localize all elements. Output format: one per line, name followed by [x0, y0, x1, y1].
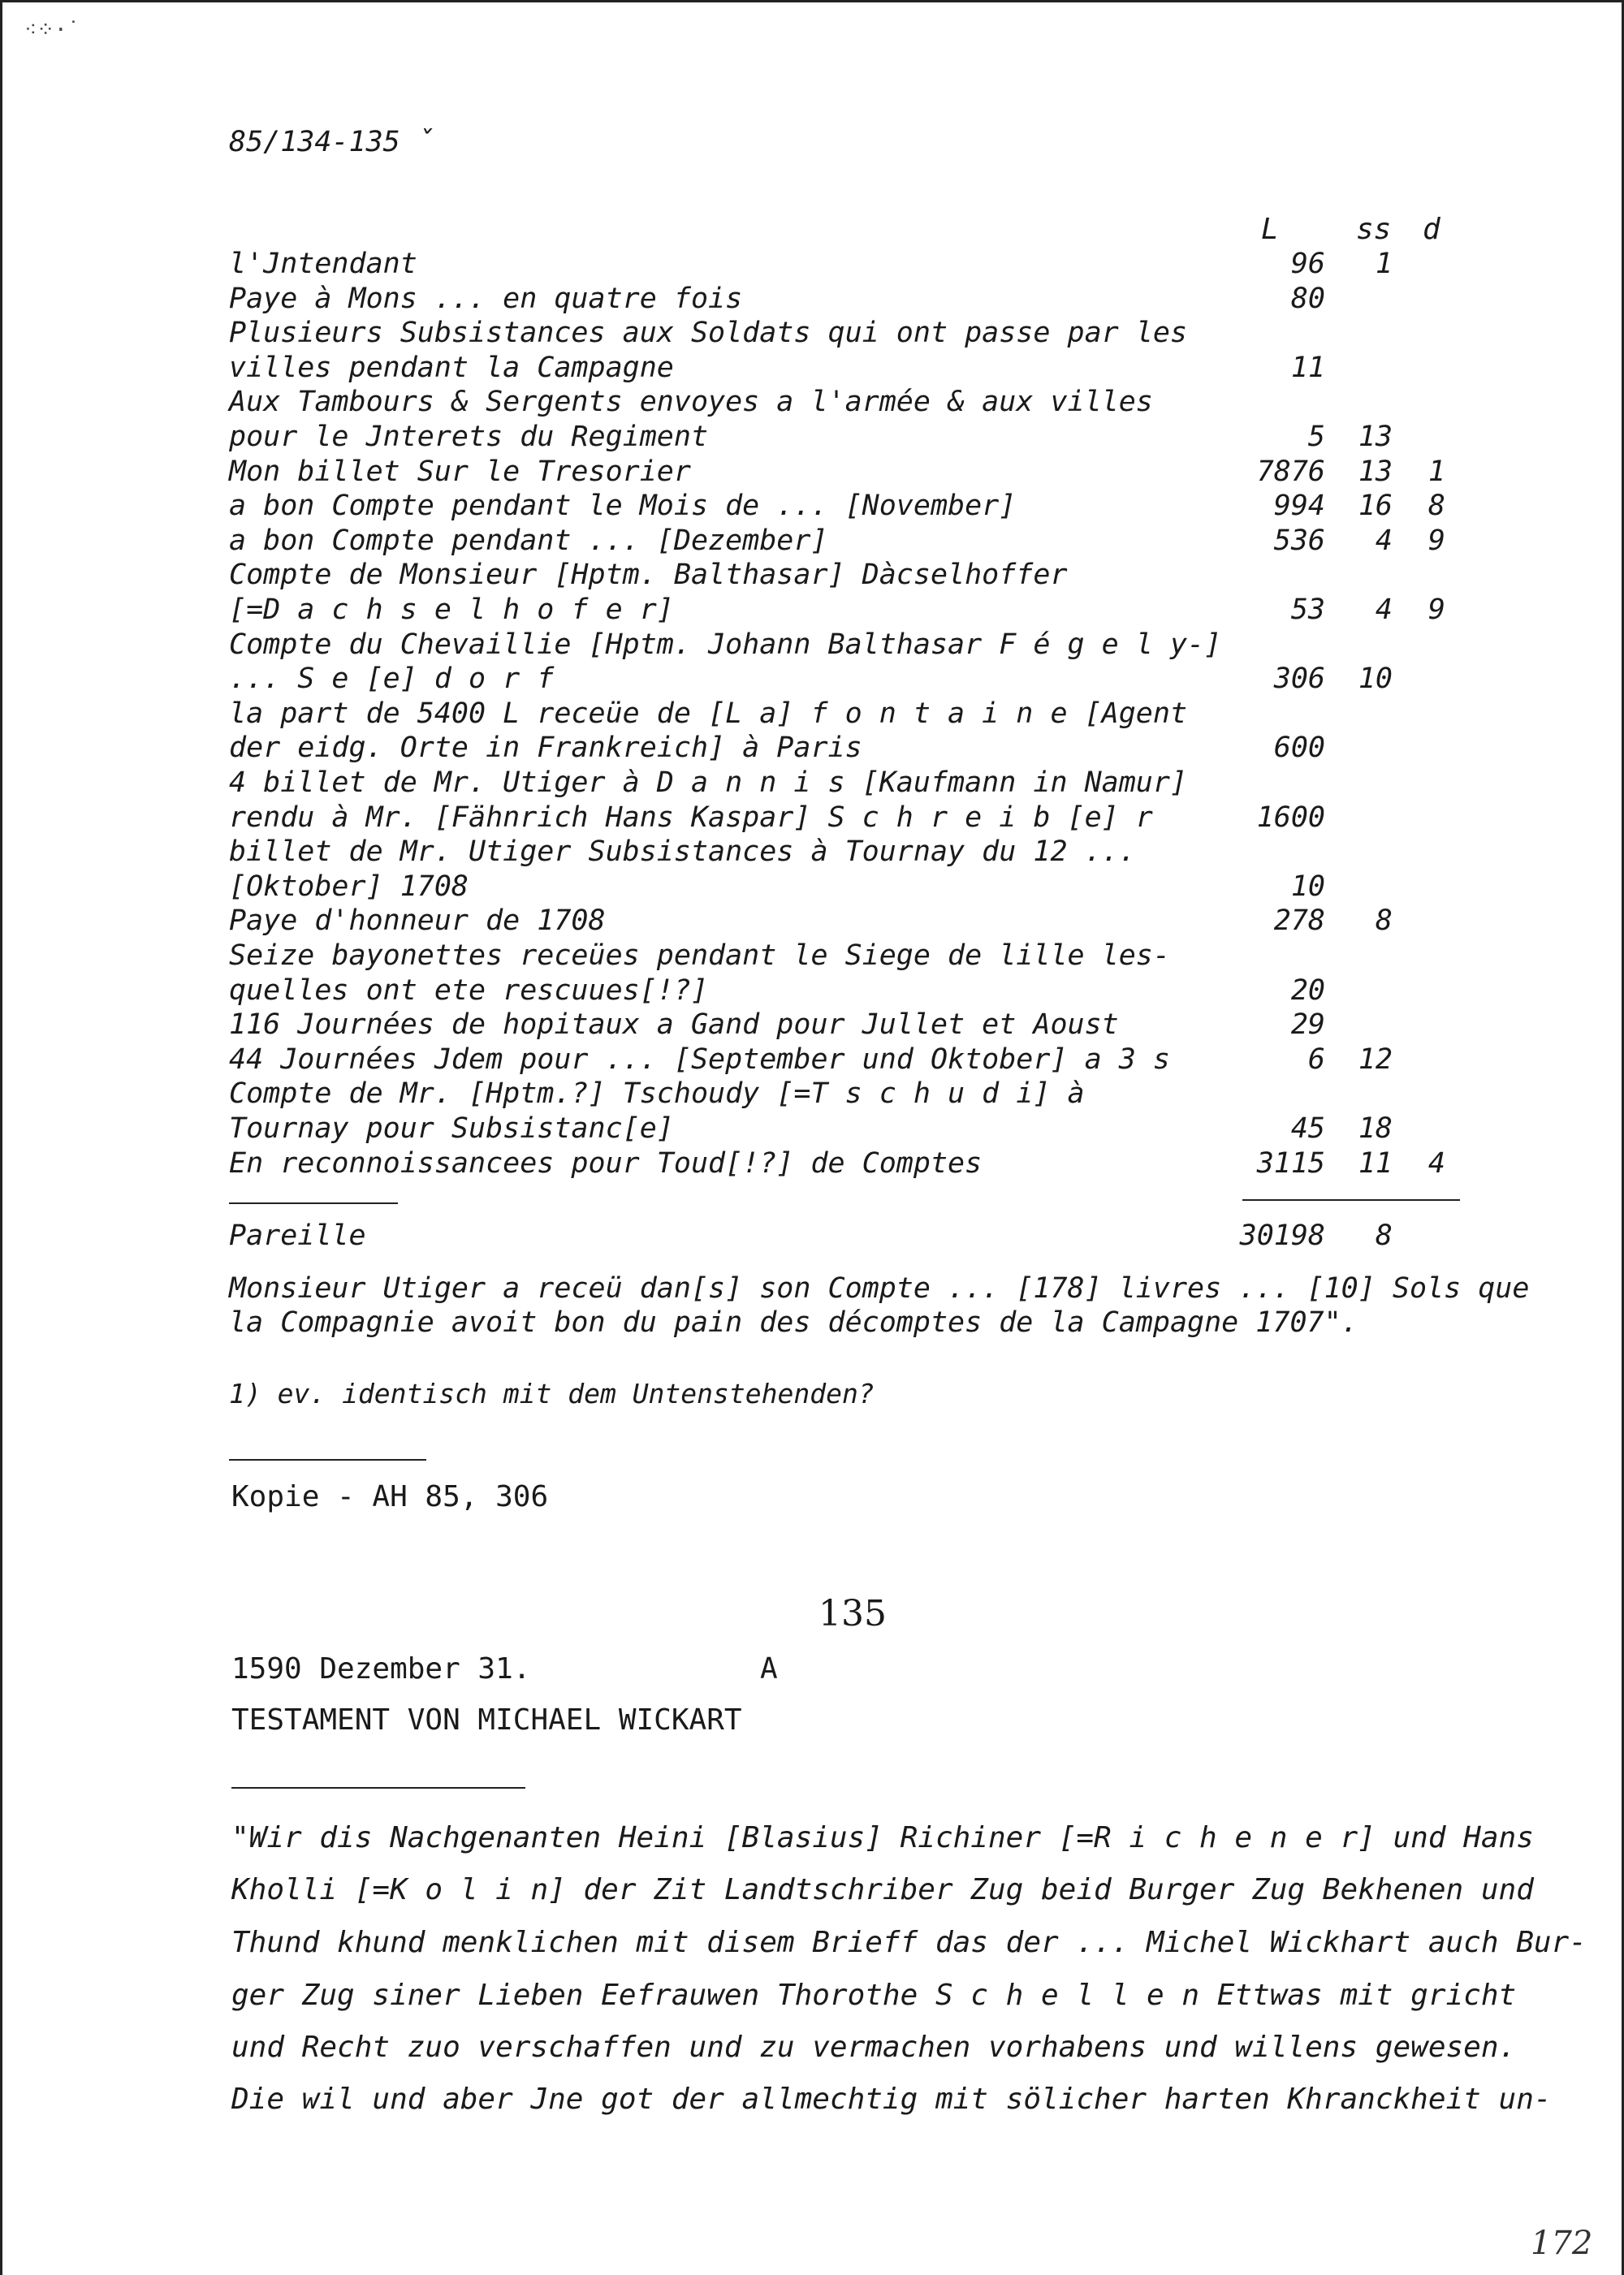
ledger-desc: [=D a c h s e l h o f e r] [229, 594, 674, 626]
ledger-d: 8 [1427, 490, 1445, 522]
ledger-desc: ... S e [e] d o r f [229, 663, 555, 695]
ledger-ss: 18 [1358, 1112, 1393, 1145]
ledger-L: 306 [1273, 663, 1325, 695]
ledger-desc: l'Jntendant [229, 248, 417, 280]
page-number: 135 [818, 1593, 887, 1634]
ledger-ss: 16 [1358, 490, 1393, 522]
ledger-row [0, 352, 1624, 386]
ledger-L: 994 [1273, 490, 1325, 522]
ledger-ss: 11 [1358, 1147, 1393, 1180]
ledger-desc: a bon Compte pendant le Mois de ... [November] [229, 490, 1017, 522]
ledger-d: 9 [1427, 525, 1445, 557]
ledger-desc: [Oktober] 1708 [229, 870, 469, 903]
ledger-ss: 8 [1375, 904, 1393, 937]
ledger-desc: Tournay pour Subsistanc[e] [229, 1112, 674, 1145]
corner-scribble: ⁖⁘·˙ [24, 18, 80, 42]
ledger-desc: pour le Jnterets du Regiment [229, 421, 709, 453]
ledger-desc: 116 Journées de hopitaux a Gand pour Jullet et Aoust [229, 1008, 1119, 1041]
ledger-ss: 10 [1358, 663, 1393, 695]
ledger-L: 11 [1290, 352, 1325, 384]
ledger-desc: Compte de Mr. [Hptm.?] Tschoudy [=T s c h u d i] à [229, 1077, 1085, 1110]
total-label: Pareille [229, 1220, 366, 1252]
ledger-L: 6 [1307, 1043, 1325, 1076]
body-line: und Recht zuo verschaffen und zu vermachen vorhabens und willens gewesen. [231, 2031, 1517, 2064]
ledger-desc: Mon billet Sur le Tresorier [229, 455, 691, 488]
ledger-ss: 4 [1375, 594, 1393, 626]
ledger-row [0, 594, 1624, 628]
total-L: 30198 [1239, 1220, 1325, 1252]
document-date: 1590 Dezember 31. [231, 1652, 531, 1686]
ledger-ss: 13 [1358, 421, 1393, 453]
total-ss: 8 [1375, 1220, 1393, 1252]
ledger-desc: quelles ont ete rescuues[!?] [229, 974, 709, 1007]
body-line: Die wil und aber Jne got der allmechtig mit sölicher harten Khranckheit un- [231, 2083, 1552, 2116]
ledger-desc: Paye d'honneur de 1708 [229, 904, 606, 937]
ledger-desc: Aux Tambours & Sergents envoyes a l'armée & aux villes [229, 386, 1153, 418]
ledger-row [0, 283, 1624, 317]
ledger-row [0, 386, 1624, 421]
closing-note-line: Monsieur Utiger a receü dan[s] son Compte ... [178] livres ... [10] Sols que [229, 1272, 1530, 1305]
ledger-desc: a bon Compte pendant ... [Dezember] [229, 525, 828, 557]
ledger-row [0, 766, 1624, 801]
ledger-L: 600 [1273, 732, 1325, 764]
ledger-L: 1600 [1256, 801, 1325, 834]
ledger-row [0, 525, 1624, 559]
ledger-desc: 44 Journées Jdem pour ... [September und Oktober] a 3 s [229, 1043, 1170, 1076]
closing-note-line: la Compagnie avoit bon du pain des décomptes de la Campagne 1707". [229, 1306, 1358, 1339]
ledger-row [0, 870, 1624, 905]
ledger-desc: villes pendant la Campagne [229, 352, 674, 384]
ledger-row [0, 317, 1624, 352]
ledger-L: 7876 [1256, 455, 1325, 488]
body-line: Kholli [=K o l i n] der Zit Landtschriber Zug beid Burger Zug Bekhenen und [231, 1873, 1534, 1906]
ledger-sum-rule [1242, 1199, 1460, 1201]
handwritten-folio-mark: 172 [1531, 2225, 1593, 2262]
ledger-row [0, 835, 1624, 870]
ledger-row [0, 421, 1624, 455]
ledger-desc: Plusieurs Subsistances aux Soldats qui ont passe par les [229, 317, 1188, 349]
ledger-desc: 4 billet de Mr. Utiger à D a n n i s [Kaufmann in Namur] [229, 766, 1188, 799]
ledger-desc: En reconnoissancees pour Toud[!?] de Comptes [229, 1147, 983, 1180]
ledger-desc: Seize bayonettes receües pendant le Siege de lille les- [229, 939, 1170, 972]
ledger-L: 3115 [1256, 1147, 1325, 1180]
ledger-row [0, 974, 1624, 1009]
ledger-desc: la part de 5400 L receüe de [L a] f o n t a i n e [Agent [229, 697, 1188, 730]
ledger-L: 96 [1290, 248, 1325, 280]
section-divider [229, 1459, 426, 1461]
body-line: "Wir dis Nachgenanten Heini [Blasius] Richiner [=R i c h e n e r] und Hans [231, 1821, 1534, 1854]
ledger-desc: Compte du Chevaillie [Hptm. Johann Balthasar F é g e l y-] [229, 628, 1222, 661]
ledger-row [0, 628, 1624, 663]
ledger-desc: der eidg. Orte in Frankreich] à Paris [229, 732, 862, 764]
ledger-row [0, 1077, 1624, 1112]
ledger-row [0, 559, 1624, 594]
ledger-desc: billet de Mr. Utiger Subsistances à Tournay du 12 ... [229, 835, 1136, 868]
ledger-d: 4 [1427, 1147, 1445, 1180]
copy-reference: Kopie - AH 85, 306 [231, 1480, 549, 1513]
ledger-L: 45 [1290, 1112, 1325, 1145]
ledger-L: 10 [1290, 870, 1325, 903]
ledger-row [0, 939, 1624, 974]
column-header-L: L [1261, 213, 1279, 246]
scan-border-top [0, 0, 1624, 2]
total-row [0, 1220, 1624, 1254]
footnote: 1) ev. identisch mit dem Untenstehenden? [229, 1378, 875, 1409]
document-letter: A [760, 1652, 778, 1686]
title-divider [231, 1787, 525, 1789]
ledger-row [0, 801, 1624, 836]
ledger-L: 536 [1273, 525, 1325, 557]
archive-reference: 85/134-135 ˇ [229, 126, 434, 158]
ledger-row [0, 1043, 1624, 1078]
ledger-ss: 13 [1358, 455, 1393, 488]
ledger-desc: Compte de Monsieur [Hptm. Balthasar] Dàcselhoffer [229, 559, 1068, 591]
ledger-d: 9 [1427, 594, 1445, 626]
ledger-row [0, 1008, 1624, 1043]
ledger-ss: 1 [1375, 248, 1393, 280]
ledger-row [0, 904, 1624, 939]
body-line: ger Zug siner Lieben Eefrauwen Thorothe S c h e l l e n Ettwas mit gricht [231, 1979, 1517, 2012]
ledger-row [0, 248, 1624, 283]
ledger-L: 278 [1273, 904, 1325, 937]
ledger-ss: 12 [1358, 1043, 1393, 1076]
ledger-L: 20 [1290, 974, 1325, 1007]
ledger-row [0, 663, 1624, 697]
ledger-d: 1 [1427, 455, 1445, 488]
ledger-row [0, 697, 1624, 732]
body-line: Thund khund menklichen mit disem Brieff das der ... Michel Wickhart auch Bur- [231, 1926, 1587, 1959]
ledger-row [0, 1112, 1624, 1147]
ledger-row [0, 1147, 1624, 1182]
ledger-left-rule [229, 1202, 398, 1204]
column-header-ss: ss [1356, 213, 1392, 246]
ledger-L: 80 [1290, 283, 1325, 315]
ledger-desc: rendu à Mr. [Fähnrich Hans Kaspar] S c h r e i b [e] r [229, 801, 1153, 834]
ledger-row [0, 455, 1624, 490]
ledger-ss: 4 [1375, 525, 1393, 557]
ledger-row [0, 490, 1624, 525]
document-title: TESTAMENT VON MICHAEL WICKART [231, 1703, 742, 1737]
ledger-row [0, 732, 1624, 766]
ledger-L: 53 [1290, 594, 1325, 626]
ledger-L: 29 [1290, 1008, 1325, 1041]
column-header-d: d [1423, 213, 1440, 246]
ledger-L: 5 [1307, 421, 1325, 453]
ledger-desc: Paye à Mons ... en quatre fois [229, 283, 743, 315]
